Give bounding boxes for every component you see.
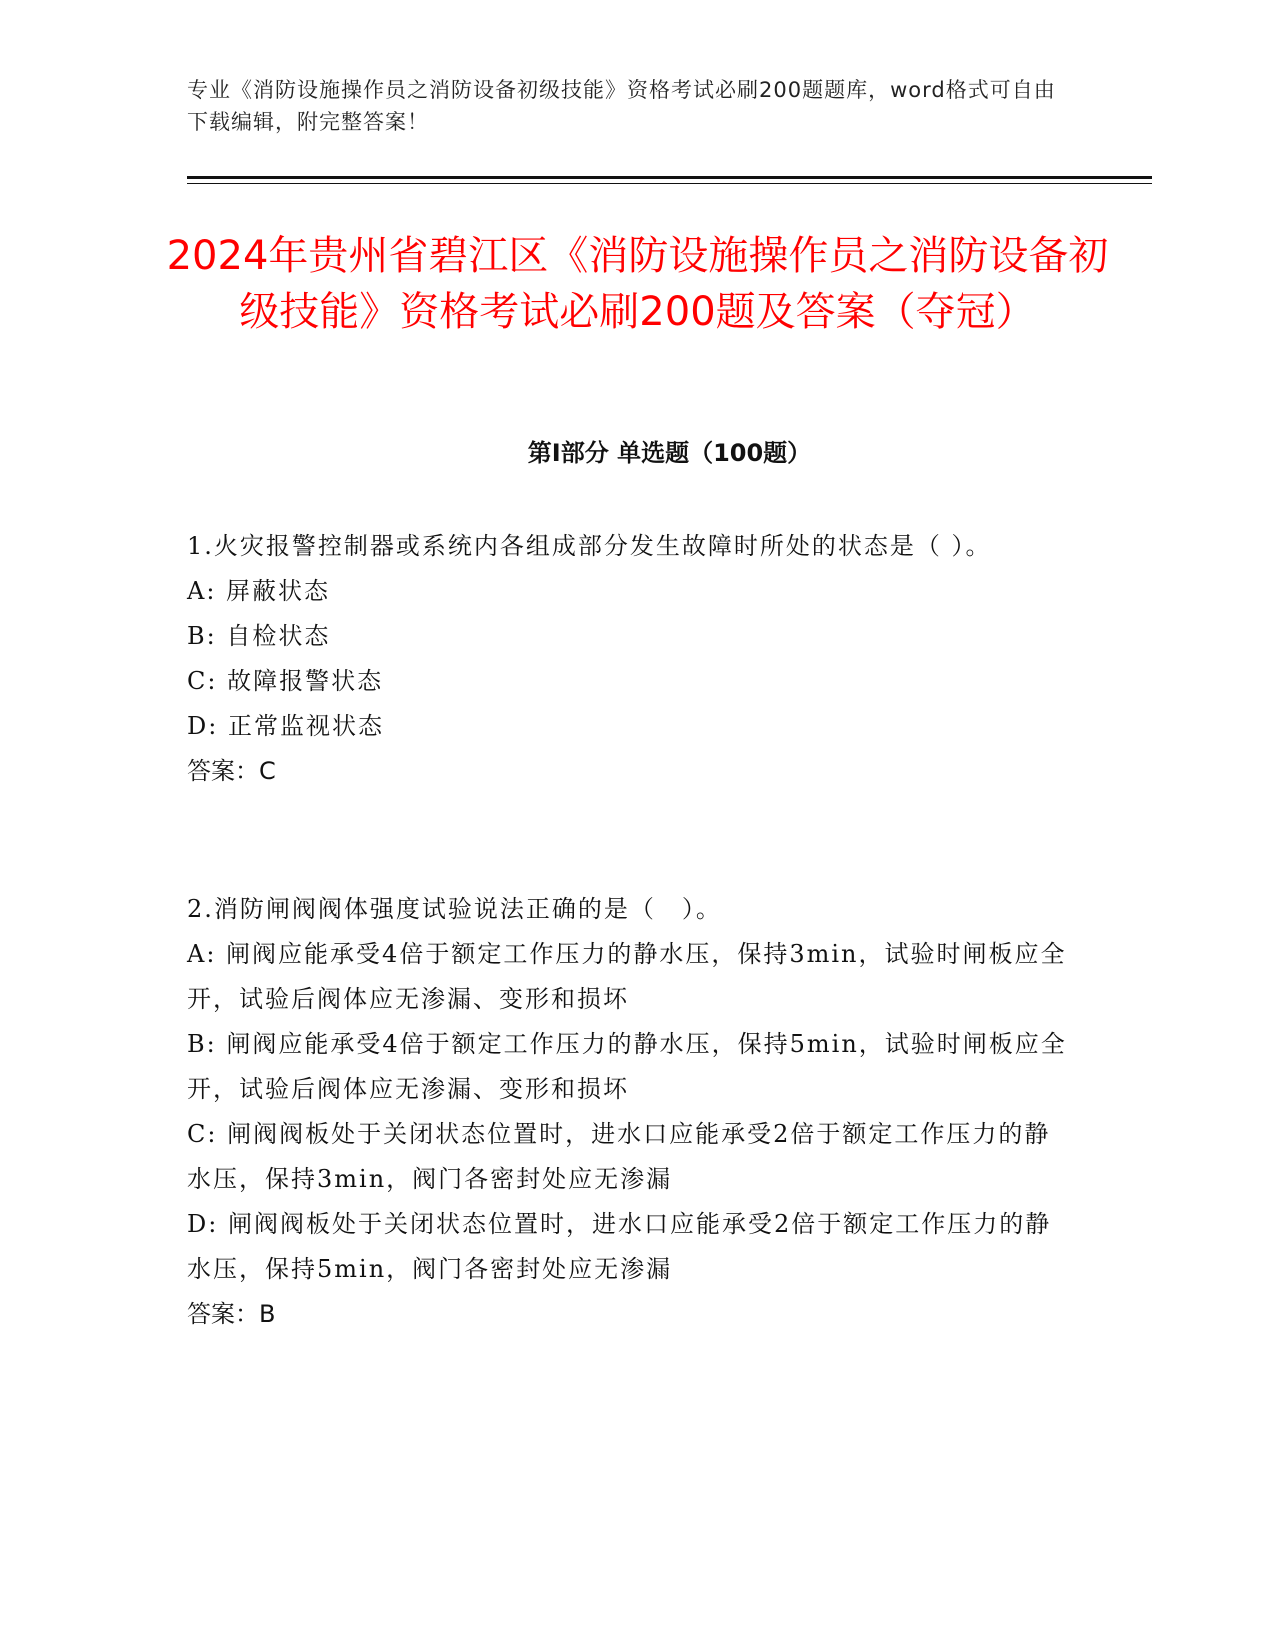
option-a: A: 屏蔽状态 bbox=[187, 577, 331, 605]
question-stem: 1.火灾报警控制器或系统内各组成部分发生故障时所处的状态是（ ）。 bbox=[187, 532, 992, 560]
document-title: 2024年贵州省碧江区《消防设施操作员之消防设备初级技能》资格考试必刷200题及答案（夺冠） bbox=[166, 233, 1109, 335]
option-d: D: 正常监视状态 bbox=[187, 712, 384, 740]
header-divider-thick bbox=[187, 176, 1152, 179]
option-b: B: 闸阀应能承受4倍于额定工作压力的静水压，保持5min，试验时闸板应全开，试验后阀体应无渗漏、变形和损坏 bbox=[187, 1030, 1067, 1103]
option-d: D: 闸阀阀板处于关闭状态位置时，进水口应能承受2倍于额定工作压力的静水压，保持5min，阀门各密封处应无渗漏 bbox=[187, 1210, 1052, 1283]
answer-line: 答案：B bbox=[187, 1300, 276, 1328]
question-stem: 2.消防闸阀阀体强度试验说法正确的是（ ）。 bbox=[187, 895, 722, 923]
option-b: B: 自检状态 bbox=[187, 622, 331, 650]
answer-line: 答案：C bbox=[187, 757, 276, 785]
option-c: C: 故障报警状态 bbox=[187, 667, 384, 695]
header-divider-thin bbox=[187, 183, 1152, 184]
question-2 bbox=[187, 887, 1067, 1337]
section-title: 第I部分 单选题（100题） bbox=[527, 439, 812, 467]
question-1 bbox=[187, 524, 1067, 794]
header-note: 专业《消防设施操作员之消防设备初级技能》资格考试必刷200题题库，word格式可自由下载编辑，附完整答案！ bbox=[187, 78, 1056, 134]
option-c: C: 闸阀阀板处于关闭状态位置时，进水口应能承受2倍于额定工作压力的静水压，保持3min，阀门各密封处应无渗漏 bbox=[187, 1120, 1051, 1193]
option-a: A: 闸阀应能承受4倍于额定工作压力的静水压，保持3min，试验时闸板应全开，试验后阀体应无渗漏、变形和损坏 bbox=[187, 940, 1067, 1013]
